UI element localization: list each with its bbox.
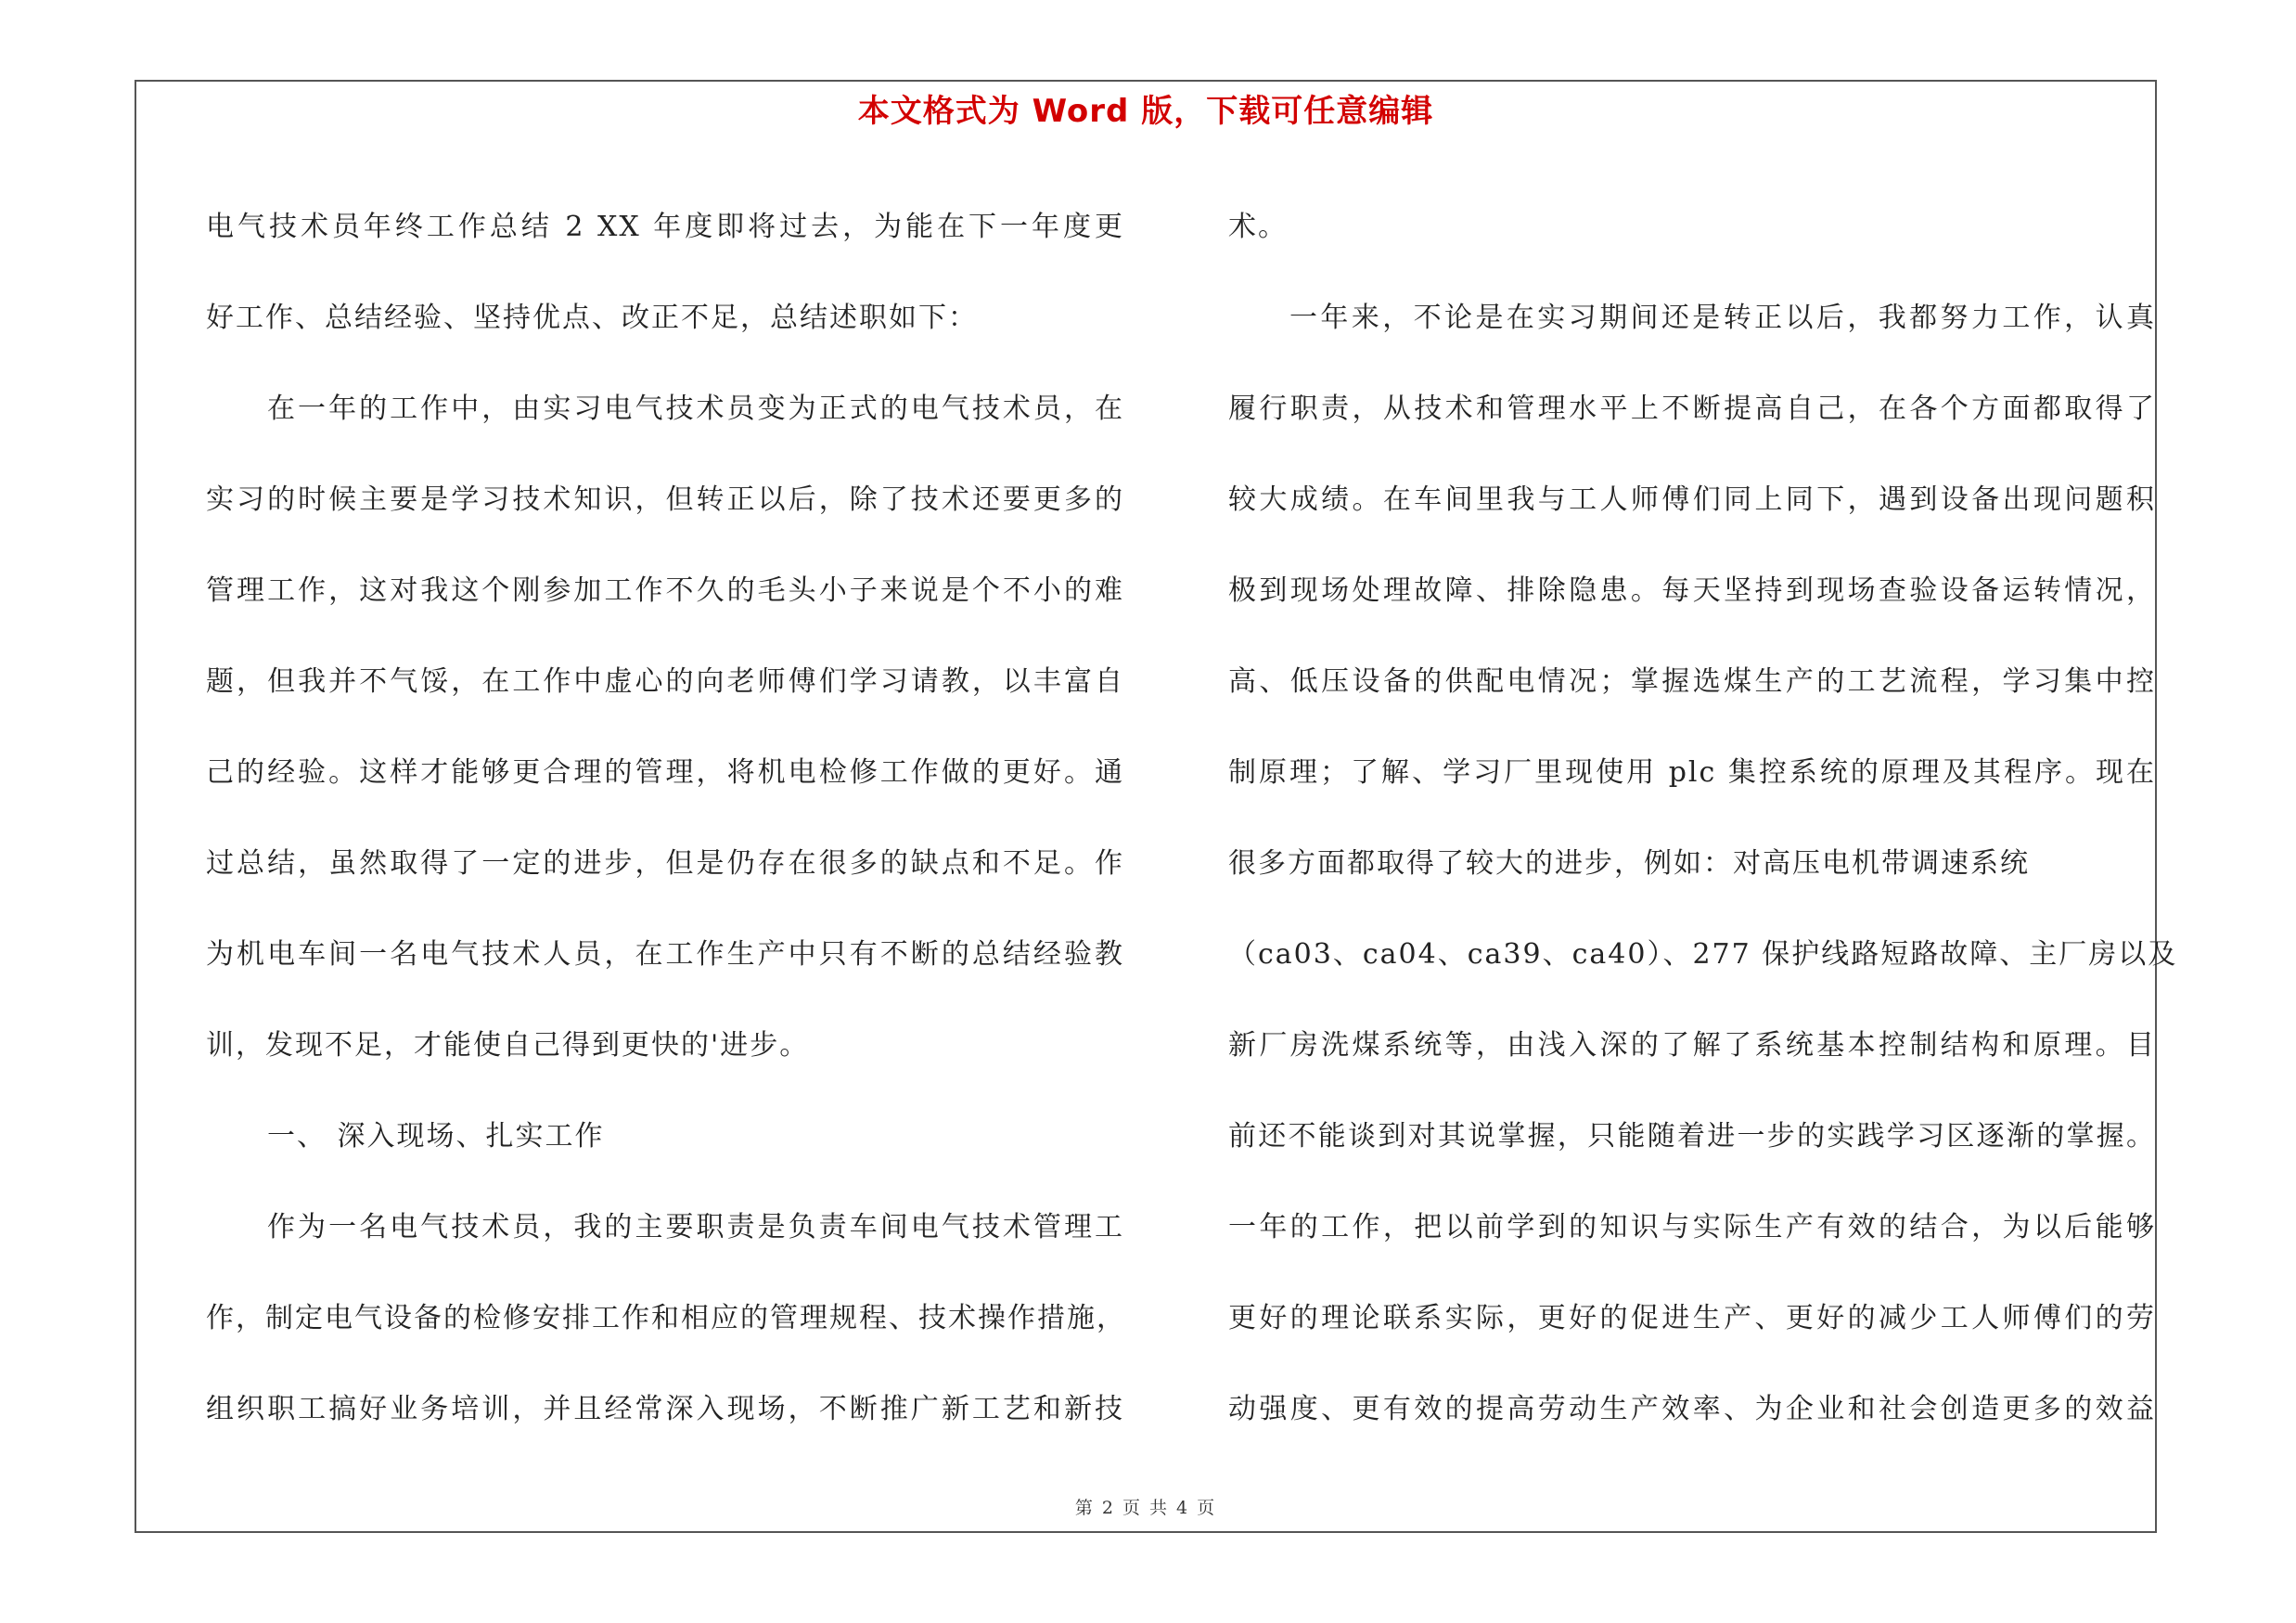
text-line: 作，制定电气设备的检修安排工作和相应的管理规程、技术操作措施， (206, 1302, 1126, 1334)
text-line: 前还不能谈到对其说掌握，只能随着进一步的实践学习区逐渐的掌握。 (1228, 1120, 2156, 1153)
text-line: 较大成绩。在车间里我与工人师傅们同上同下，遇到设备出现问题积 (1228, 483, 2156, 516)
page-number-footer: 第 2 页 共 4 页 (1074, 1498, 1217, 1518)
text-line: 一年的工作，把以前学到的知识与实际生产有效的结合，为以后能够 (1228, 1211, 2156, 1243)
text-line: 在一年的工作中，由实习电气技术员变为正式的电气技术员，在 (267, 393, 1124, 425)
text-line: 为机电车间一名电气技术人员，在工作生产中只有不断的总结经验教 (206, 938, 1124, 971)
text-line: 一、 深入现场、扎实工作 (267, 1120, 605, 1153)
text-line: 新厂房洗煤系统等，由浅入深的了解了系统基本控制结构和原理。目 (1228, 1029, 2156, 1062)
text-line: 术。 (1228, 211, 1288, 243)
text-line: 组织职工搞好业务培训，并且经常深入现场，不断推广新工艺和新技 (206, 1393, 1124, 1425)
text-line: 好工作、总结经验、坚持优点、改正不足，总结述职如下： (206, 302, 978, 334)
text-line: 实习的时候主要是学习技术知识，但转正以后，除了技术还要更多的 (206, 483, 1124, 516)
text-line: 管理工作，这对我这个刚参加工作不久的毛头小子来说是个不小的难 (206, 574, 1124, 607)
text-line: 作为一名电气技术员，我的主要职责是负责车间电气技术管理工 (267, 1211, 1124, 1243)
format-banner: 本文格式为 Word 版，下载可任意编辑 (857, 93, 1434, 130)
text-line: 动强度、更有效的提高劳动生产效率、为企业和社会创造更多的效益 (1228, 1393, 2156, 1425)
right-text-column (1228, 182, 2178, 1455)
text-line: 极到现场处理故障、排除隐患。每天坚持到现场查验设备运转情况， (1228, 574, 2156, 607)
text-line: 电气技术员年终工作总结 2 XX 年度即将过去，为能在下一年度更 (206, 211, 1124, 243)
text-line: 题，但我并不气馁，在工作中虚心的向老师傅们学习请教，以丰富自 (206, 665, 1124, 698)
text-line: 更好的理论联系实际，更好的促进生产、更好的减少工人师傅们的劳 (1228, 1302, 2156, 1334)
text-line: 制原理；了解、学习厂里现使用 plc 集控系统的原理及其程序。现在 (1228, 756, 2156, 789)
left-text-column (206, 182, 1124, 1455)
text-line: 高、低压设备的供配电情况；掌握选煤生产的工艺流程，学习集中控 (1228, 665, 2156, 698)
text-line: 履行职责，从技术和管理水平上不断提高自己，在各个方面都取得了 (1228, 393, 2156, 425)
text-line: 训，发现不足，才能使自己得到更快的'进步。 (206, 1029, 810, 1062)
text-line: 己的经验。这样才能够更合理的管理，将机电检修工作做的更好。通 (206, 756, 1124, 789)
text-line: 过总结，虽然取得了一定的进步，但是仍存在很多的缺点和不足。作 (206, 847, 1124, 880)
text-line: 很多方面都取得了较大的进步，例如：对高压电机带调速系统 (1228, 847, 2030, 880)
text-line: 一年来，不论是在实习期间还是转正以后，我都努力工作，认真 (1289, 302, 2156, 334)
text-line: （ca03、ca04、ca39、ca40）、277 保护线路短路故障、主厂房以及 (1228, 938, 2178, 971)
